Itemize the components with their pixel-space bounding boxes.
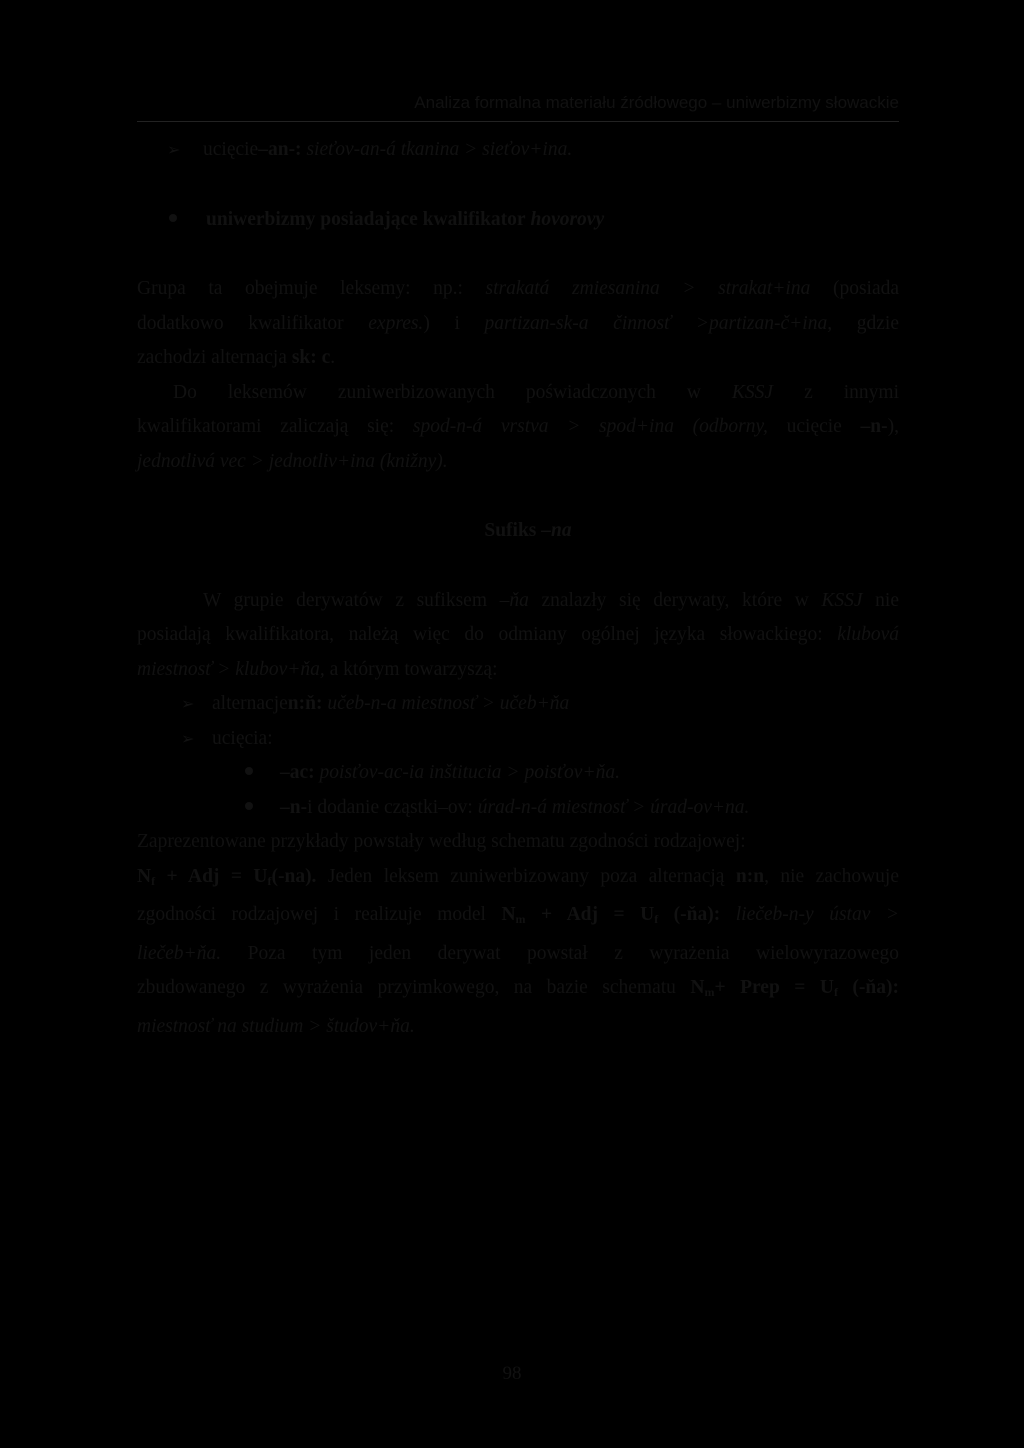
heading-qualifier: hovorovy [530, 208, 605, 230]
bullet-heading-hovorovy [137, 203, 899, 238]
paragraph-line: kwalifikatorami zaliczają się: spod-n-á vrstva > spod+ina (odborny, ucięcie –n-), [137, 416, 899, 437]
list-item-cuts: ➢ ucięcia: [137, 722, 899, 757]
bullet-dot-icon [245, 802, 253, 810]
paragraph-line: jednotlivá vec > jednotliv+ina (knižny). [137, 450, 448, 472]
item-marker: –an-: [258, 139, 302, 160]
paragraph-line: dodatkowo kwalifikator expres.) i partizan-sk-a činnosť >partizan-č+ina, gdzie [137, 312, 899, 334]
paragraph-line: zgodności rodzajowej i realizuje model $N_m$ + Adj = $U_f$ (-ňa): liečeb-n-y ústav > [137, 904, 900, 926]
running-header: Analiza formalna materiału źródłowego – uniwerbizmy słowackie [414, 93, 899, 112]
header-rule [137, 121, 899, 122]
sub-list-item: –n- i dodanie cząstki –ov: úrad-n-á miestnosť > úrad-ov+na. [137, 791, 899, 826]
arrow-bullet-icon: ➢ [181, 694, 195, 713]
heading-text: uniwerbizmy posiadające kwalifikator [206, 208, 526, 230]
paragraph-line: $N_f$ + Adj = $U_f(-na)$. Jeden leksem zuniwerbizowany poza alternacją n:n, nie zachowuje [137, 865, 899, 888]
sub-list-item: –ac: poisťov-ac-ia inštitucia > poisťov+ňa. [137, 756, 899, 791]
paragraph-line: liečeb+ňa. Poza tym jeden derywat powstał z wyrażenia wielowyrazowego [137, 942, 899, 964]
paragraph-line: Do leksemów zuniwerbizowanych poświadczonych w KSSJ z innymi [173, 381, 899, 403]
list-item-alternation: ➢ alternacje n:ň: učeb-n-a miestnosť > učeb+ňa [137, 687, 899, 722]
arrow-bullet-icon: ➢ [167, 140, 181, 159]
section-title: Sufiks –na [484, 520, 572, 541]
list-item-cut-an [137, 133, 899, 168]
paragraph-line: miestnosť na studium > študov+ňa. [137, 1015, 415, 1037]
page-number: 98 [502, 1363, 522, 1384]
paragraph-line: zbudowanego z wyrażenia przyimkowego, na bazie schematu $N_m+$ Prep = $U_f$ (-ňa): [137, 977, 899, 999]
paragraph-line: zachodzi alternacja sk: c. [137, 347, 336, 368]
arrow-bullet-icon: ➢ [181, 728, 195, 748]
bullet-dot-icon [245, 767, 253, 775]
paragraph-line: Zaprezentowane przykłady powstały według schematu zgodności rodzajowej: [137, 831, 746, 852]
paragraph-line: W grupie derywatów z sufiksem –ňa znalazły się derywaty, które w KSSJ nie [203, 589, 899, 611]
item-example: sieťov-an-á tkanina > sieťov+ina. [306, 139, 573, 160]
paragraph-line: miestnosť > klubov+ňa, a którym towarzyszą: [137, 658, 498, 680]
bullet-dot-icon [169, 214, 177, 222]
item-label: ucięcie [203, 139, 259, 160]
paragraph-line: posiadają kwalifikatora, należą więc do odmiany ogólnej języka słowackiego: klubová [137, 624, 899, 645]
paragraph-line: Grupa ta obejmuje leksemy: np.: strakatá zmiesanina > strakat+ina (posiada [137, 278, 900, 299]
body-text [137, 133, 899, 1044]
